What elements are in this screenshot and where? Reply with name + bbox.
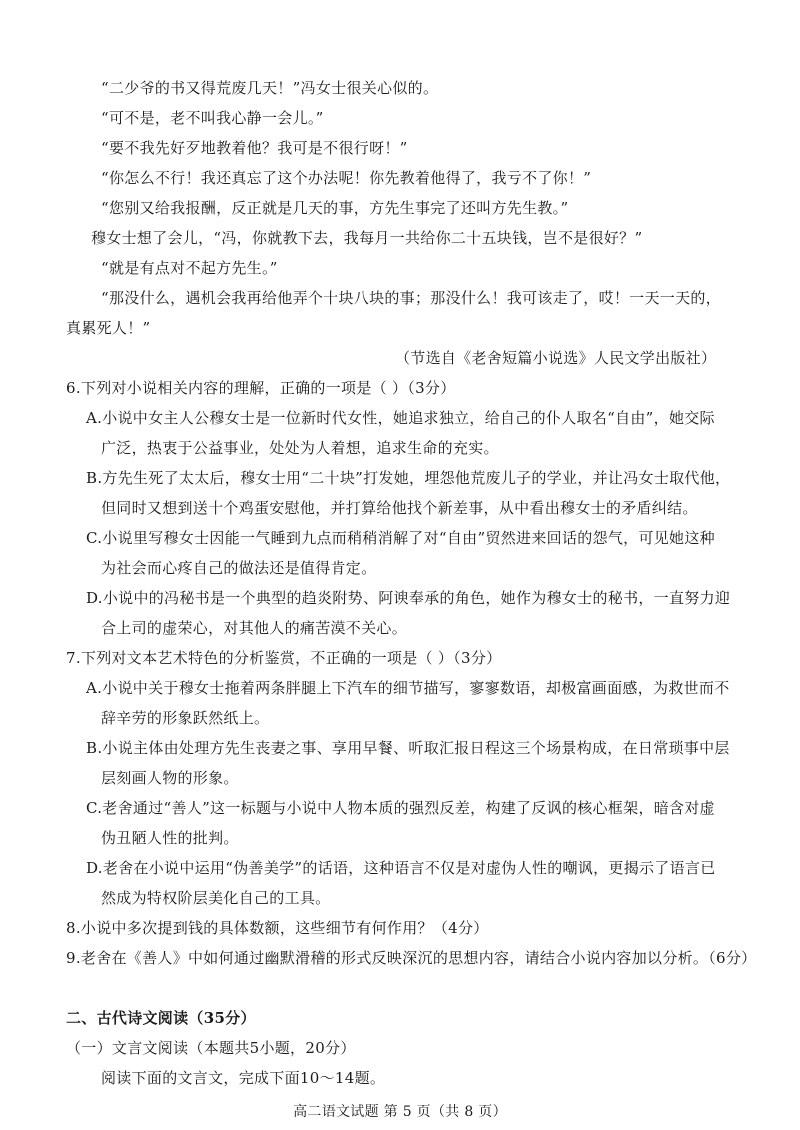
q6-option-a-cont: 广泛，热衷于公益事业，处处为人着想，追求生命的充实。 xyxy=(101,439,499,457)
q7-option-a-cont: 辞辛劳的形象跃然纸上。 xyxy=(101,709,270,727)
story-line: 真累死人！” xyxy=(66,319,151,337)
q6-option-b-cont: 但同时又想到送十个鸡蛋安慰他，并打算给他找个新差事，从中看出穆女士的矛盾纠结。 xyxy=(101,499,698,517)
q7-option-c-cont: 伪丑陋人性的批判。 xyxy=(101,829,239,847)
question-8: 8.小说中多次提到钱的具体数额，这些细节有何作用？（4分） xyxy=(66,919,489,937)
q7-option-d: D.老舍在小说中运用“伪善美学”的话语，这种语言不仅是对虚伪人性的嘲讽，更揭示了语言已 xyxy=(86,859,716,877)
story-line: “要不我先好歹地教着他？我可是不很行呀！” xyxy=(101,139,408,157)
q6-option-c: C.小说里写穆女士因能一气睡到九点而稍稍消解了对“自由”贸然进来回话的怨气，可见她这种 xyxy=(86,529,715,547)
page-footer: 高二语文试题 第 5 页（共 8 页） xyxy=(293,1104,507,1120)
section-2-title: 二、古代诗文阅读（35分） xyxy=(66,1009,256,1027)
q6-option-d: D.小说中的冯秘书是一个典型的趋炎附势、阿谀奉承的角色，她作为穆女士的秘书，一直努力迎 xyxy=(86,589,731,607)
source-citation: （节选自《老舍短篇小说选》人民文学出版社） xyxy=(395,349,717,367)
question-7-stem: 7.下列对文本艺术特色的分析鉴赏，不正确的一项是（ ）（3分） xyxy=(66,649,502,667)
question-6-stem: 6.下列对小说相关内容的理解，正确的一项是（ ）（3分） xyxy=(66,379,456,397)
q6-option-b: B.方先生死了太太后，穆女士用“二十块”打发她，埋怨他荒废儿子的学业，并让冯女士取代他， xyxy=(86,469,731,487)
section-2-instruction: 阅读下面的文言文，完成下面10～14题。 xyxy=(101,1069,386,1087)
q7-option-b-cont: 层刻画人物的形象。 xyxy=(101,769,239,787)
q6-option-d-cont: 合上司的虚荣心，对其他人的痛苦漠不关心。 xyxy=(101,619,408,637)
section-2-subtitle: （一）文言文阅读（本题共5小题，20分） xyxy=(66,1039,356,1057)
q6-option-c-cont: 为社会而心疼自己的做法还是值得肯定。 xyxy=(101,559,377,577)
story-line: “就是有点对不起方先生。” xyxy=(101,259,278,277)
q7-option-a: A.小说中关于穆女士拖着两条胖腿上下汽车的细节描写，寥寥数语，却极富画面感，为救世而不 xyxy=(86,679,730,697)
q7-option-b: B.小说主体由处理方先生丧妻之事、享用早餐、听取汇报日程这三个场景构成，在日常琐事中层 xyxy=(86,739,730,757)
q6-option-a: A.小说中女主人公穆女士是一位新时代女性，她追求独立，给自己的仆人取名“自由”，她交际 xyxy=(86,409,715,427)
story-line: “你怎么不行！我还真忘了这个办法呢！你先教着他得了，我亏不了你！” xyxy=(101,169,592,187)
q7-option-c: C.老舍通过“善人”这一标题与小说中人物本质的强烈反差，构建了反讽的核心框架，暗含对虚 xyxy=(86,799,715,817)
question-9: 9.老舍在《善人》中如何通过幽默滑稽的形式反映深沉的思想内容，请结合小说内容加以分析。（6分） xyxy=(66,949,757,967)
story-line: “您别又给我报酬，反正就是几天的事，方先生事完了还叫方先生教。” xyxy=(101,199,569,217)
story-line: “二少爷的书又得荒废几天！”冯女士很关心似的。 xyxy=(101,79,439,97)
q7-option-d-cont: 然成为特权阶层美化自己的工具。 xyxy=(101,889,331,907)
story-line: 穆女士想了会儿，“冯，你就教下去，我每月一共给你二十五块钱，岂不是很好？” xyxy=(91,229,643,247)
story-line: “那没什么，遇机会我再给他弄个十块八块的事；那没什么！我可该走了，哎！一天一天的， xyxy=(101,289,721,307)
story-line: “可不是，老不叫我心静一会儿。” xyxy=(101,109,324,127)
